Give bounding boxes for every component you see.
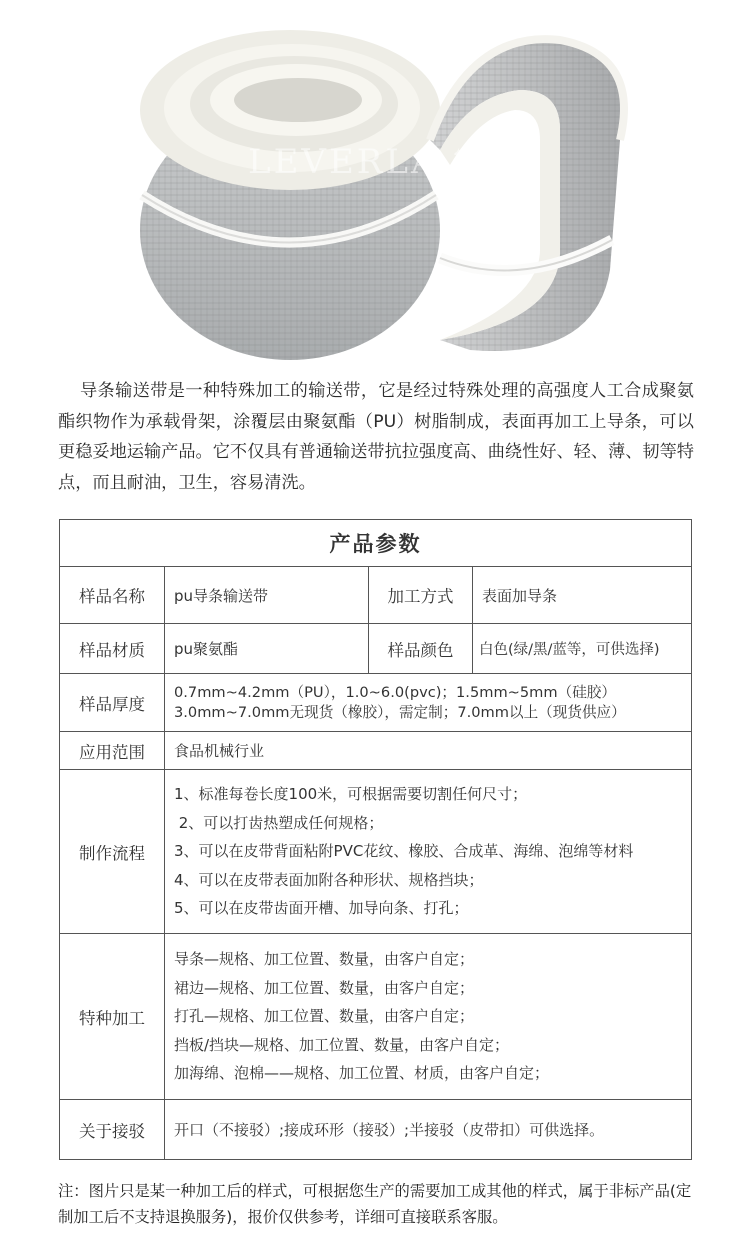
special-label: 特种加工 — [60, 934, 165, 1100]
color-label: 样品颜色 — [369, 624, 473, 674]
joint-label: 关于接驳 — [60, 1100, 165, 1160]
list-item: 5、可以在皮带齿面开槽、加导向条、打孔； — [174, 899, 469, 918]
list-item: 导条—规格、加工位置、数量，由客户自定； — [174, 950, 475, 969]
table-row — [60, 934, 692, 1100]
table-title-row — [60, 520, 692, 567]
list-item: 裙边—规格、加工位置、数量，由客户自定； — [174, 978, 475, 997]
name-label: 样品名称 — [60, 567, 165, 624]
footnote: 注：图片只是某一种加工后的样式，可根据您生产的需要加工成其他的样式，属于非标产品(定制加工后不支持退换服务)，报价仅供参考，详细可直接联系客服。 — [58, 1182, 692, 1226]
thickness-value — [165, 674, 692, 732]
intro-paragraph — [58, 376, 694, 498]
product-parameters-table — [59, 519, 692, 1160]
scope-value: 食品机械行业 — [165, 732, 692, 770]
table-row — [60, 770, 692, 934]
material-label: 样品材质 — [60, 624, 165, 674]
watermark-text: LEVERLA 睿川 — [248, 142, 527, 182]
intro-text: 导条输送带是一种特殊加工的输送带，它是经过特殊处理的高强度人工合成聚氨酯织物作为承载骨架，涂覆层由聚氨酯（PU）树脂制成，表面再加工上导条，可以更稳妥地运输产品。它不仅具有普通输送带抗拉强度高、曲绕性好、轻、薄、韧等特点，而且耐油，卫生，容易清洗。 — [58, 381, 694, 493]
name-value: pu导条输送带 — [165, 567, 369, 624]
flow-list — [165, 770, 692, 934]
table-row — [60, 732, 692, 770]
thickness-line: 3.0mm~7.0mm无现货（橡胶），需定制；7.0mm以上（现货供应） — [174, 703, 626, 721]
list-item: 加海绵、泡棉——规格、加工位置、材质，由客户自定； — [174, 1064, 550, 1083]
table-title: 产品参数 — [60, 520, 692, 567]
thickness-label: 样品厚度 — [60, 674, 165, 732]
table-row — [60, 674, 692, 732]
table-row — [60, 624, 692, 674]
list-item: 3、可以在皮带背面粘附PVC花纹、橡胶、合成革、海绵、泡绵等材料 — [174, 842, 634, 861]
flow-label: 制作流程 — [60, 770, 165, 934]
process-value: 表面加导条 — [473, 567, 692, 624]
list-item: 4、可以在皮带表面加附各种形状、规格挡块； — [174, 870, 484, 889]
thickness-line: 0.7mm~4.2mm（PU），1.0~6.0(pvc)；1.5mm~5mm（硅胶） — [174, 683, 616, 701]
product-photo — [0, 0, 750, 372]
list-item: 打孔—规格、加工位置、数量，由客户自定； — [174, 1007, 475, 1026]
table-row — [60, 567, 692, 624]
color-value: 白色(绿/黑/蓝等，可供选择) — [473, 624, 692, 674]
table-row — [60, 1100, 692, 1160]
list-item: 1、标准每卷长度100米，可根据需要切割任何尺寸； — [174, 785, 528, 804]
scope-label: 应用范围 — [60, 732, 165, 770]
list-item: 挡板/挡块—规格、加工位置、数量，由客户自定； — [174, 1035, 510, 1054]
process-label: 加工方式 — [369, 567, 473, 624]
conveyor-belt-image — [0, 0, 750, 372]
list-item: 2、可以打齿热塑成任何规格； — [174, 813, 384, 832]
special-list — [165, 934, 692, 1100]
material-value: pu聚氨酯 — [165, 624, 369, 674]
joint-value: 开口（不接驳）;接成环形（接驳）;半接驳（皮带扣）可供选择。 — [165, 1100, 692, 1160]
